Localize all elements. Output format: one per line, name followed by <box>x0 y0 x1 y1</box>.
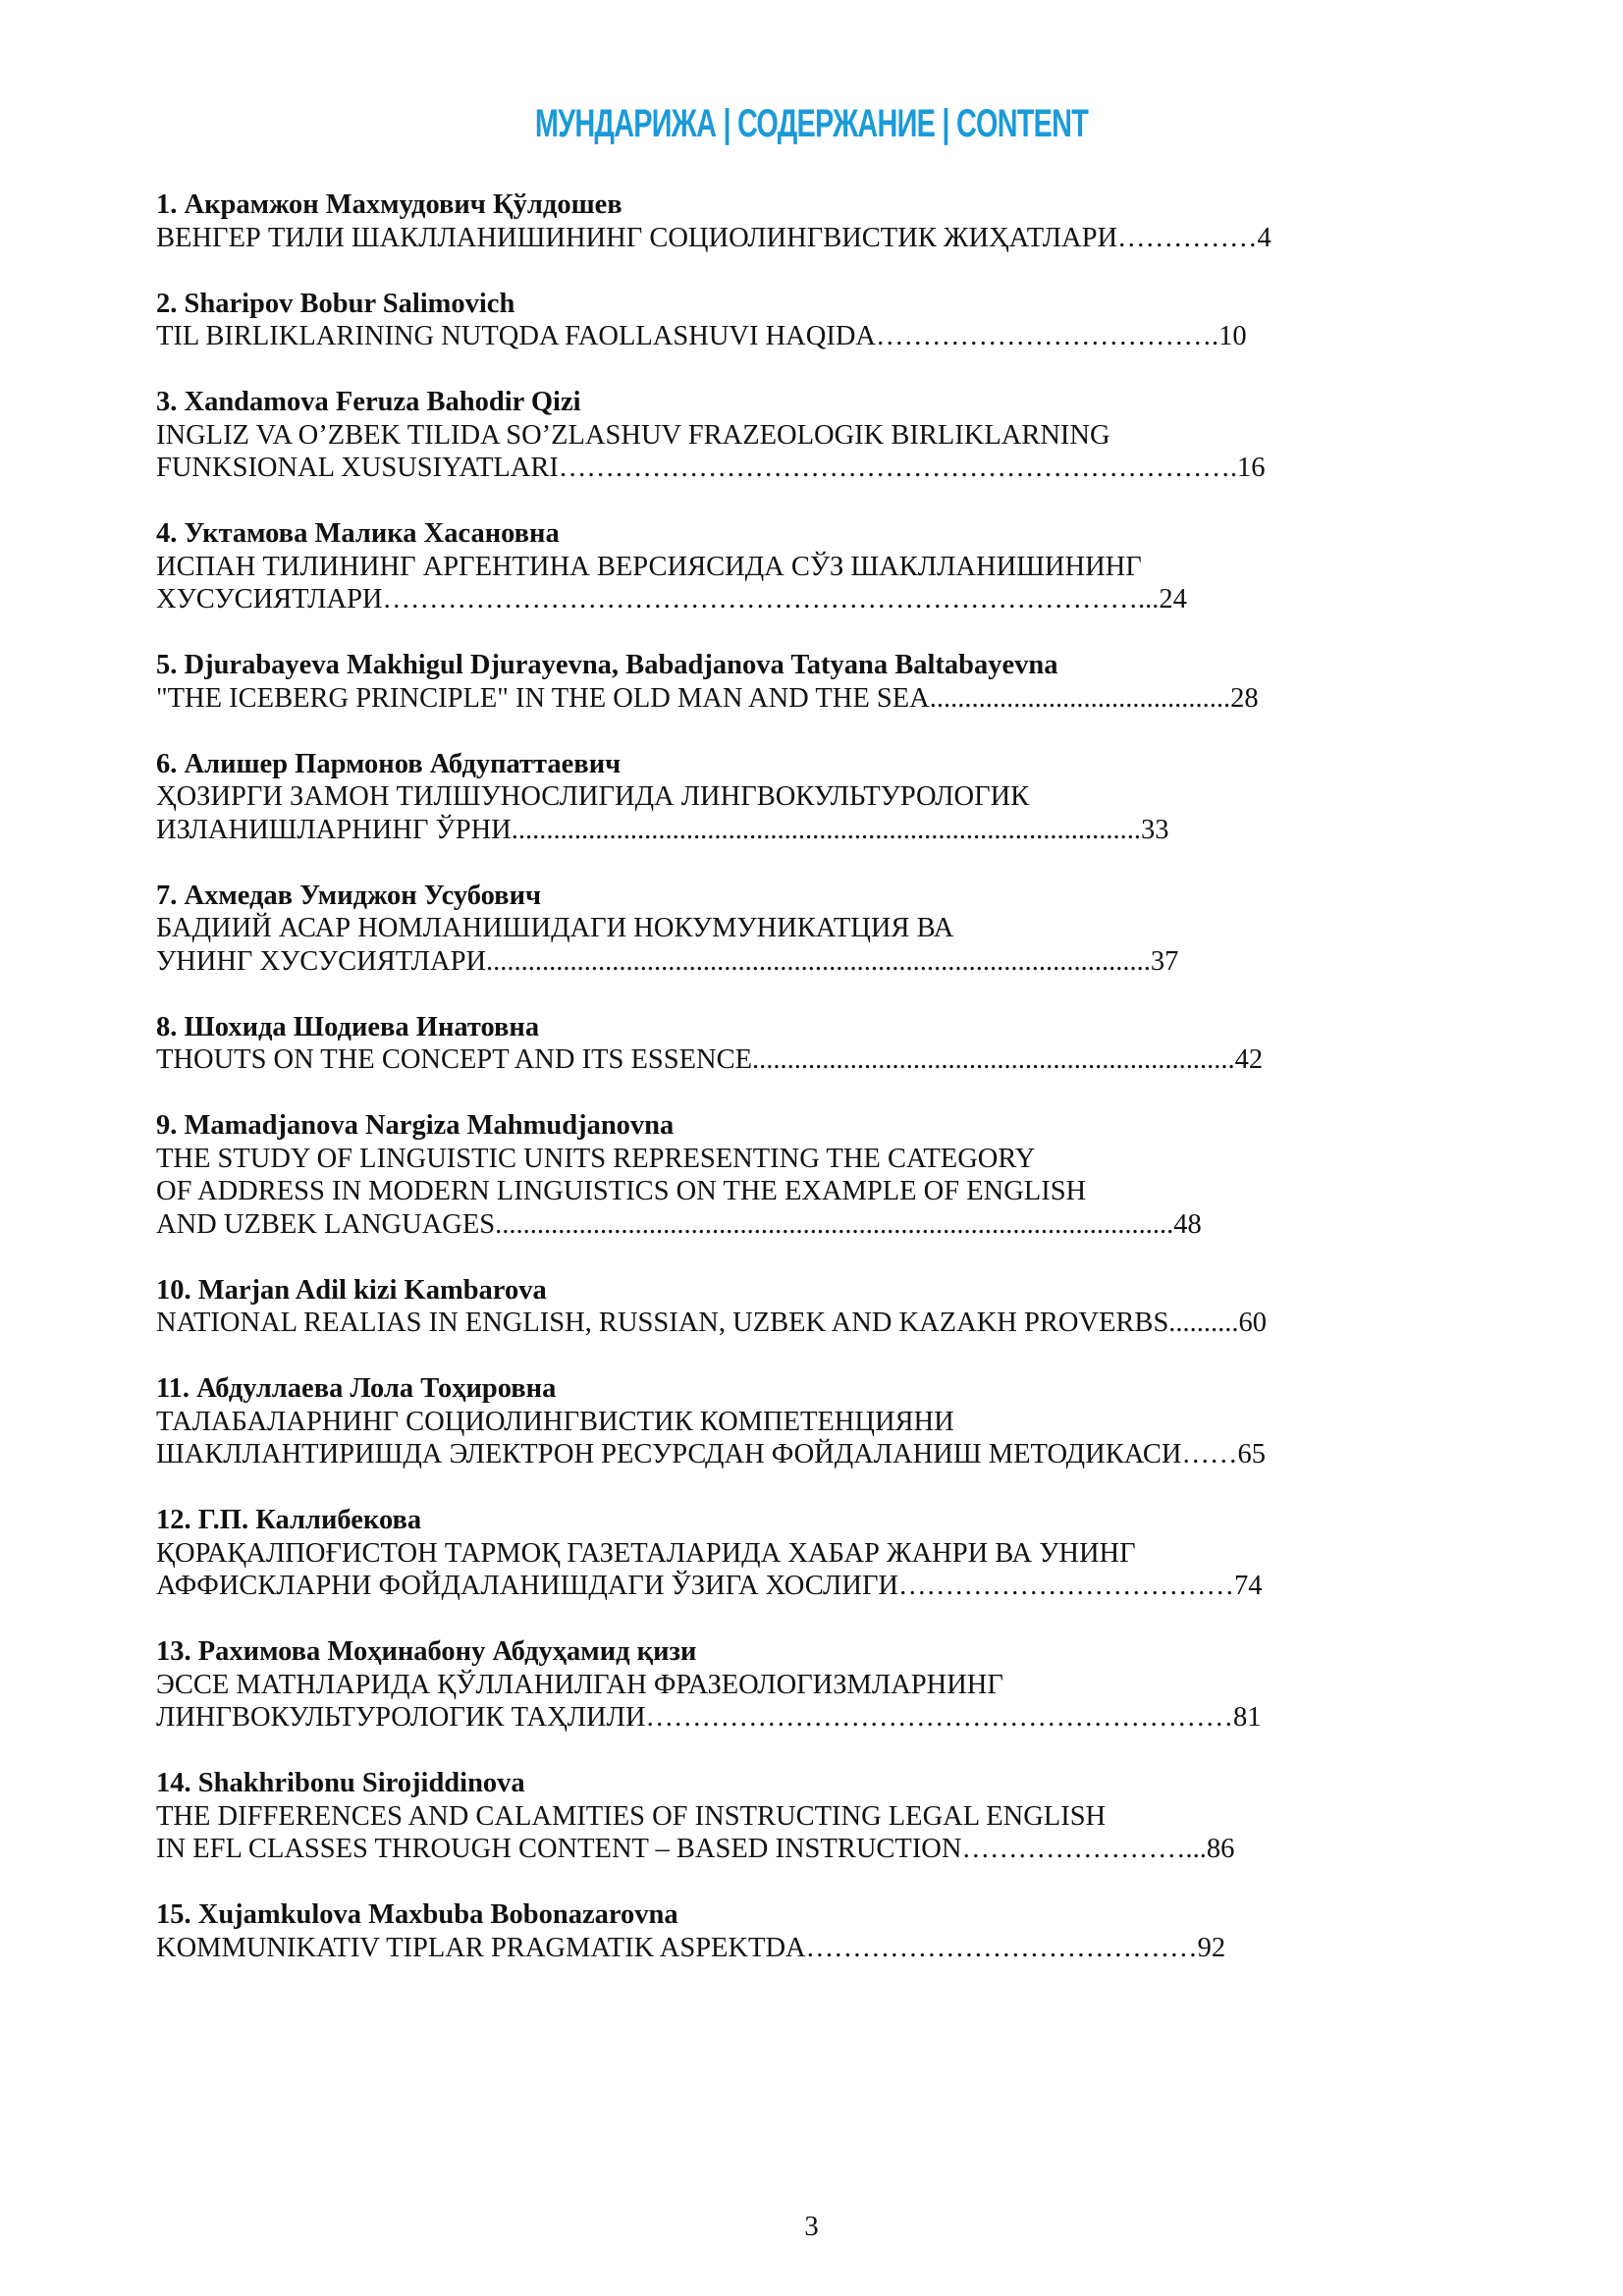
toc-entry[interactable] <box>156 649 1491 715</box>
toc-entry[interactable] <box>156 1372 1491 1471</box>
toc-entry[interactable] <box>156 880 1491 979</box>
entry-title <box>156 1669 1491 1735</box>
entry-title-line: ХУСУСИЯТЛАРИ………………………………………………………………………...24 <box>156 584 1187 614</box>
table-of-contents <box>156 188 1491 1998</box>
entry-title-line: OF ADDRESS IN MODERN LINGUISTICS ON THE EXAMPLE OF ENGLISH <box>156 1176 1087 1206</box>
entry-author: 12. Г.П. Каллибекова <box>156 1505 422 1535</box>
entry-title <box>156 551 1491 616</box>
entry-title-line: ВЕНГЕР ТИЛИ ШАКЛЛАНИШИНИНГ СОЦИОЛИНГВИСТИК ЖИҲАТЛАРИ……………4 <box>156 222 1271 253</box>
entry-title <box>156 419 1491 485</box>
entry-title-line: ЭССЕ МАТНЛАРИДА ҚЎЛЛАНИЛГАН ФРАЗЕОЛОГИЗМЛАРНИНГ <box>156 1669 1003 1700</box>
entry-title-line: ҚОРАҚАЛПОҒИСТОН ТАРМОҚ ГАЗЕТАЛАРИДА ХАБАР ЖАНРИ ВА УНИНГ <box>156 1537 1136 1569</box>
entry-title-line: ИСПАН ТИЛИНИНГ АРГЕНТИНА ВЕРСИЯСИДА СЎЗ ШАКЛЛАНИШИНИНГ <box>156 551 1142 582</box>
entry-author: 14. Shakhribonu Sirojiddinova <box>156 1768 525 1798</box>
entry-title-line: ТАЛАБАЛАРНИНГ СОЦИОЛИНГВИСТИК КОМПЕТЕНЦИЯНИ <box>156 1406 954 1437</box>
entry-author: 13. Рахимова Моҳинабону Абдуҳамид қизи <box>156 1636 697 1667</box>
entry-title-line: INGLIZ VA O’ZBEK TILIDA SO’ZLASHUV FRAZEOLOGIK BIRLIKLARNING <box>156 419 1110 451</box>
entry-title-line: ҲОЗИРГИ ЗАМОН ТИЛШУНОСЛИГИДА ЛИНГВОКУЛЬТУРОЛОГИК <box>156 781 1030 812</box>
entry-title-line: УНИНГ ХУСУСИЯТЛАРИ...............................................................................................37 <box>156 945 1179 977</box>
toc-entry[interactable] <box>156 1504 1491 1603</box>
toc-entry[interactable] <box>156 1109 1491 1241</box>
entry-title <box>156 1307 1491 1340</box>
entry-title <box>156 1537 1491 1603</box>
toc-entry[interactable] <box>156 1767 1491 1866</box>
entry-title-line: БАДИИЙ АСАР НОМЛАНИШИДАГИ НОКУМУНИКАТЦИЯ ВА <box>156 913 954 943</box>
toc-entry[interactable] <box>156 1011 1491 1077</box>
entry-title <box>156 682 1491 716</box>
entry-title <box>156 1800 1491 1866</box>
toc-entry[interactable] <box>156 517 1491 616</box>
entry-title-line: THOUTS ON THE CONCEPT AND ITS ESSENCE.....................................................................42 <box>156 1044 1264 1075</box>
entry-title-line: IN EFL CLASSES THROUGH CONTENT – BASED INSTRUCTION……………………...86 <box>156 1834 1235 1864</box>
entry-title-line: THE DIFFERENCES AND CALAMITIES OF INSTRUCTING LEGAL ENGLISH <box>156 1800 1107 1832</box>
entry-title <box>156 1043 1491 1077</box>
entry-author: 5. Djurabayeva Makhigul Djurayevna, Babadjanova Tatyana Baltabayevna <box>156 650 1058 680</box>
entry-title-line: THE STUDY OF LINGUISTIC UNITS REPRESENTING THE CATEGORY <box>156 1143 1036 1174</box>
entry-author: 11. Абдуллаева Лола Тоҳировна <box>156 1373 557 1404</box>
entry-title-line: TIL BIRLIKLARINING NUTQDA FAOLLASHUVI HAQIDA……………………………….10 <box>156 321 1247 351</box>
entry-title-line: ИЗЛАНИШЛАРНИНГ ЎРНИ..........................................................................................33 <box>156 814 1169 845</box>
entry-author: 7. Ахмедав Умиджон Усубович <box>156 880 542 911</box>
toc-entry[interactable] <box>156 188 1491 254</box>
entry-author: 8. Шохида Шодиева Инатовна <box>156 1011 540 1042</box>
entry-title-line: FUNKSIONAL XUSUSIYATLARI……………………………………………………………….16 <box>156 453 1266 483</box>
entry-author: 2. Sharipov Bobur Salimovich <box>156 288 515 319</box>
entry-title-line: NATIONAL REALIAS IN ENGLISH, RUSSIAN, UZBEK AND KAZAKH PROVERBS..........60 <box>156 1308 1268 1338</box>
toc-entry[interactable] <box>156 1898 1491 1964</box>
entry-author: 1. Акрамжон Махмудович Қўлдошев <box>156 189 622 220</box>
toc-entry[interactable] <box>156 386 1491 485</box>
toc-entry[interactable] <box>156 1274 1491 1340</box>
entry-author: 9. Mamadjanova Nargiza Mahmudjanovna <box>156 1110 675 1141</box>
toc-entry[interactable] <box>156 288 1491 353</box>
entry-title <box>156 780 1491 846</box>
toc-entry[interactable] <box>156 1635 1491 1735</box>
entry-author: 15. Xujamkulova Maxbuba Bobonazarovna <box>156 1899 678 1930</box>
entry-title <box>156 320 1491 353</box>
entry-author: 10. Marjan Adil kizi Kambarova <box>156 1274 547 1306</box>
entry-author: 6. Алишер Пармонов Абдупаттаевич <box>156 748 622 779</box>
page-title: МУНДАРИЖА | СОДЕРЖАНИЕ | CONTENT <box>534 102 1089 145</box>
page-number: 3 <box>804 2211 819 2242</box>
entry-author: 4. Уктамова Малика Хасановна <box>156 518 560 549</box>
entry-title-line: ШАКЛЛАНТИРИШДА ЭЛЕКТРОН РЕСУРСДАН ФОЙДАЛАНИШ МЕТОДИКАСИ……65 <box>156 1439 1266 1469</box>
toc-entry[interactable] <box>156 748 1491 847</box>
entry-author: 3. Xandamova Feruza Bahodir Qizi <box>156 387 581 417</box>
entry-title <box>156 222 1491 255</box>
entry-title <box>156 1406 1491 1471</box>
entry-title-line: ЛИНГВОКУЛЬТУРОЛОГИК ТАҲЛИЛИ………………………………………………………81 <box>156 1702 1262 1733</box>
entry-title-line: KOMMUNIKATIV TIPLAR PRAGMATIK ASPEKTDA……………………………………92 <box>156 1932 1226 1963</box>
entry-title <box>156 1932 1491 1965</box>
entry-title <box>156 1143 1491 1242</box>
entry-title-line: "THE ICEBERG PRINCIPLE" IN THE OLD MAN AND THE SEA...........................................28 <box>156 682 1259 714</box>
entry-title-line: АФФИСКЛАРНИ ФОЙДАЛАНИШДАГИ ЎЗИГА ХОСЛИГИ………………………………74 <box>156 1571 1263 1601</box>
entry-title <box>156 912 1491 978</box>
entry-title-line: AND UZBEK LANGUAGES.................................................................................................48 <box>156 1208 1202 1240</box>
